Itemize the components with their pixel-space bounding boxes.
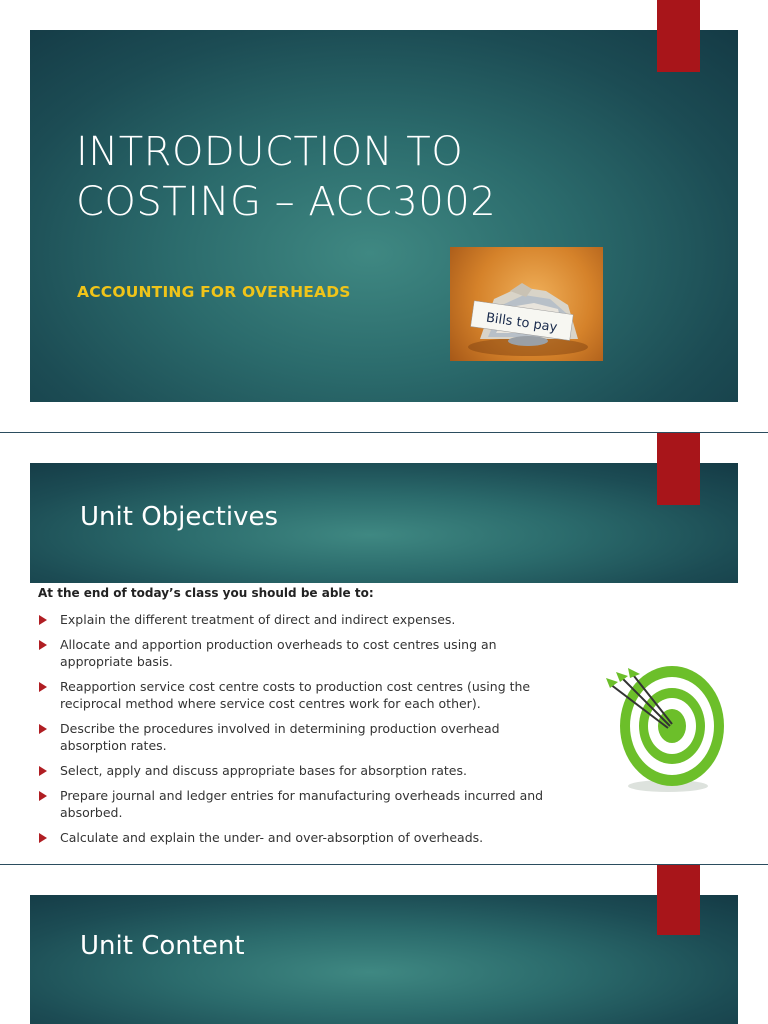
presentation-title [76,127,636,227]
bullet-icon [39,640,47,650]
content-title: Unit Content [80,931,245,961]
list-item [38,636,568,670]
slide-unit-objectives [0,433,768,864]
list-item [38,762,568,779]
list-item [38,720,568,754]
objective-text: Select, apply and discuss appropriate bases for absorption rates. [60,763,467,778]
objective-text: Calculate and explain the under- and over-absorption of overheads. [60,830,484,845]
list-item [38,787,568,821]
bullet-icon [39,724,47,734]
objectives-intro: At the end of today’s class you should be able to: [38,586,374,600]
bullet-icon [39,791,47,801]
list-item [38,611,568,628]
objective-text: Reapportion service cost centre costs to production cost centres (using the reciprocal method where service cost centres work for each other). [60,679,531,711]
objective-text: Describe the procedures involved in determining production overhead absorption rates. [60,721,500,753]
objective-text: Allocate and apportion production overheads to cost centres using an appropriate basis. [60,637,497,669]
red-accent-tab [657,433,700,505]
bills-label: Bills to pay [485,310,559,336]
slide-unit-content [0,865,768,1024]
list-item [38,678,568,712]
objective-text: Prepare journal and ledger entries for manufacturing overheads incurred and absorbed. [60,788,544,820]
title-line-2: COSTING – ACC3002 [76,179,497,225]
bullet-icon [39,833,47,843]
objective-text: Explain the different treatment of direct and indirect expenses. [60,612,456,627]
red-accent-tab [657,865,700,935]
list-item [38,829,568,846]
red-accent-tab [657,0,700,72]
slide-title [0,0,768,432]
bullet-icon [39,615,47,625]
objectives-list [38,611,568,854]
title-line-1: INTRODUCTION TO [76,129,464,175]
objectives-title: Unit Objectives [80,502,279,532]
bills-to-pay-image [450,247,603,361]
target-arrows-icon [596,638,736,798]
presentation-subtitle: ACCOUNTING FOR OVERHEADS [77,283,351,301]
bullet-icon [39,682,47,692]
bullet-icon [39,766,47,776]
